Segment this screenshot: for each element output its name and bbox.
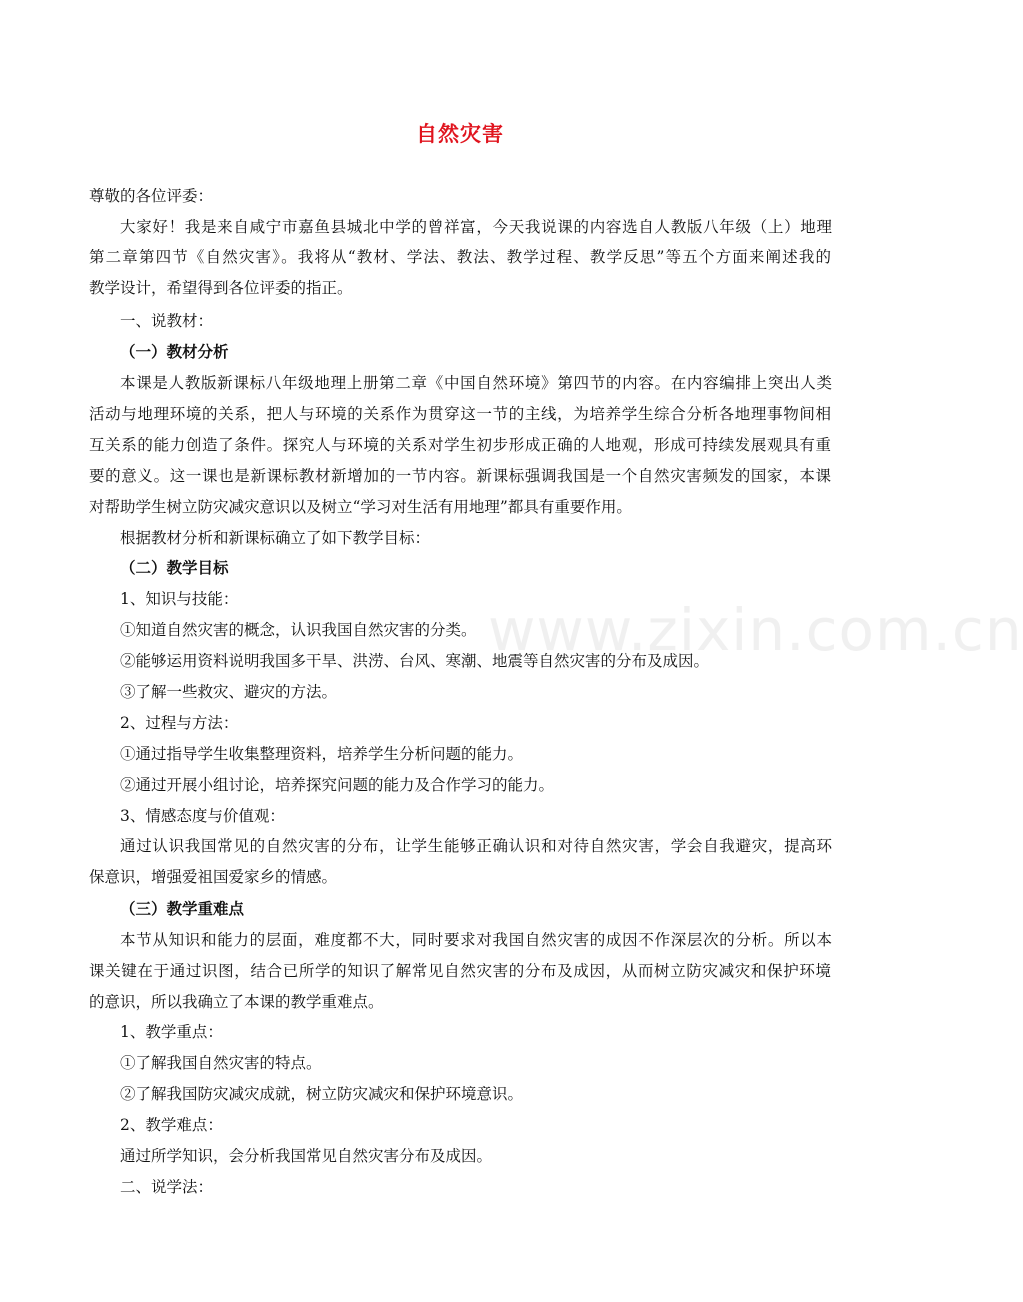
paragraph-line: 第二章第四节《自然灾害》。我将从“教材、学法、教法、教学过程、教学反思”等五个方面来阐述我的 xyxy=(89,248,831,266)
section-heading: 一、说教材： xyxy=(120,312,214,330)
section-heading: 二、说学法： xyxy=(120,1178,214,1196)
list-item: ①通过指导学生收集整理资料，培养学生分析问题的能力。 xyxy=(120,745,524,763)
paragraph-line: 教学设计，希望得到各位评委的指正。 xyxy=(89,279,353,297)
subsection-heading: （一）教材分析 xyxy=(120,342,229,361)
paragraph-line: 活动与地理环境的关系，把人与环境的关系作为贯穿这一节的主线，为培养学生综合分析各地理事物间相 xyxy=(89,405,831,423)
paragraph-line: 的意识，所以我确立了本课的教学重难点。 xyxy=(89,993,384,1011)
list-heading: 2、教学难点： xyxy=(120,1116,223,1134)
paragraph-line: 对帮助学生树立防灾减灾意识以及树立“学习对生活有用地理”都具有重要作用。 xyxy=(89,498,632,516)
list-item: ②通过开展小组讨论，培养探究问题的能力及合作学习的能力。 xyxy=(120,776,555,794)
paragraph-line: 大家好！我是来自咸宁市嘉鱼县城北中学的曾祥富，今天我说课的内容选自人教版八年级（上）地理 xyxy=(120,218,832,236)
list-heading: 1、知识与技能： xyxy=(120,590,239,608)
paragraph-line: 根据教材分析和新课标确立了如下教学目标： xyxy=(120,529,431,547)
watermark: www.zixin.com.cn xyxy=(488,596,1023,664)
list-item: ②了解我国防灾减灾成就，树立防灾减灾和保护环境意识。 xyxy=(120,1085,524,1103)
list-heading: 2、过程与方法： xyxy=(120,714,239,732)
list-item: ①知道自然灾害的概念，认识我国自然灾害的分类。 xyxy=(120,621,477,639)
paragraph-line: 本课是人教版新课标八年级地理上册第二章《中国自然环境》第四节的内容。在内容编排上突出人类 xyxy=(120,374,832,392)
subsection-heading: （三）教学重难点 xyxy=(120,899,245,918)
list-item: ②能够运用资料说明我国多干旱、洪涝、台风、寒潮、地震等自然灾害的分布及成因。 xyxy=(120,652,710,670)
subsection-heading: （二）教学目标 xyxy=(120,558,229,577)
list-heading: 1、教学重点： xyxy=(120,1023,223,1041)
paragraph-line: 课关键在于通过识图，结合已所学的知识了解常见自然灾害的分布及成因，从而树立防灾减灾和保护环境 xyxy=(89,962,831,980)
paragraph-line: 保意识，增强爱祖国爱家乡的情感。 xyxy=(89,868,338,886)
paragraph-line: 通过所学知识，会分析我国常见自然灾害分布及成因。 xyxy=(120,1147,493,1165)
list-item: ①了解我国自然灾害的特点。 xyxy=(120,1054,322,1072)
salutation: 尊敬的各位评委： xyxy=(89,187,214,205)
list-heading: 3、情感态度与价值观： xyxy=(120,807,285,825)
paragraph-line: 通过认识我国常见的自然灾害的分布，让学生能够正确认识和对待自然灾害，学会自我避灾，提高环 xyxy=(120,837,832,855)
document-title: 自然灾害 xyxy=(416,122,504,146)
list-item: ③了解一些救灾、避灾的方法。 xyxy=(120,683,338,701)
paragraph-line: 本节从知识和能力的层面，难度都不大，同时要求对我国自然灾害的成因不作深层次的分析。所以本 xyxy=(120,931,832,949)
paragraph-line: 互关系的能力创造了条件。探究人与环境的关系对学生初步形成正确的人地观，形成可持续发展观具有重 xyxy=(89,436,831,454)
paragraph-line: 要的意义。这一课也是新课标教材新增加的一节内容。新课标强调我国是一个自然灾害频发的国家，本课 xyxy=(89,467,831,485)
